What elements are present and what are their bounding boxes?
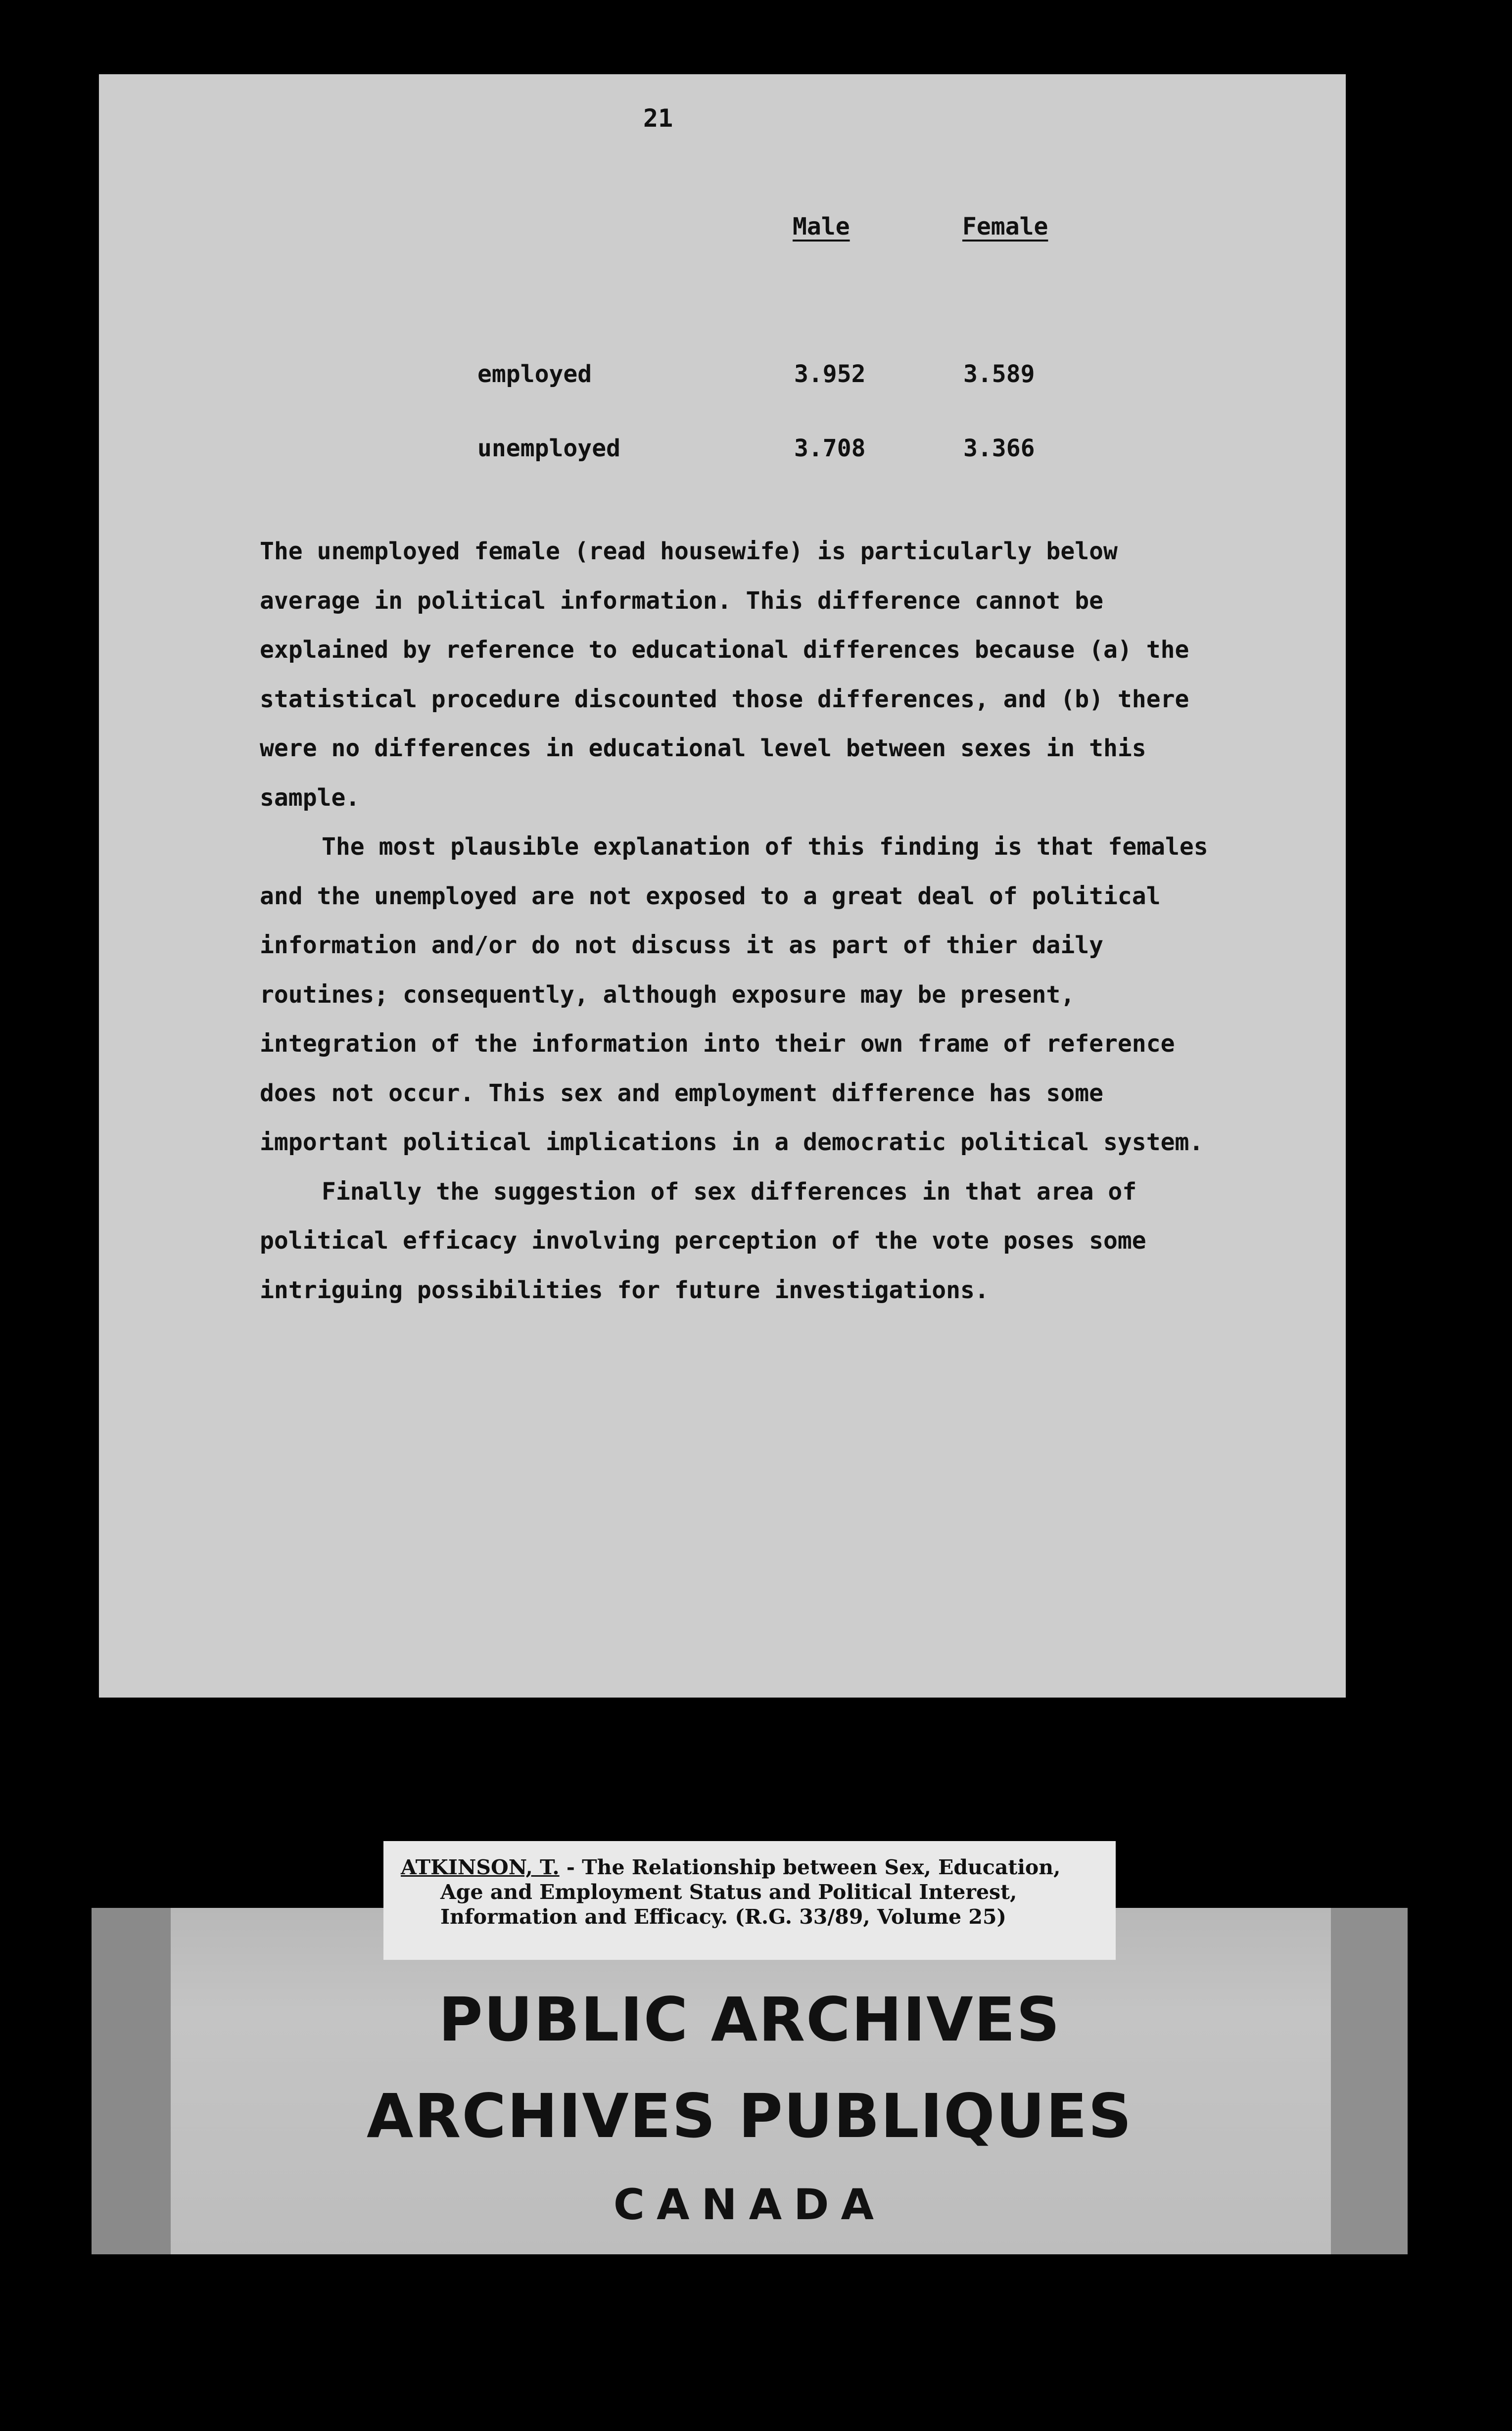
archive-caption-label bbox=[383, 1841, 1116, 1960]
caption-line-1 bbox=[401, 1855, 1096, 1880]
archive-title-french: ARCHIVES PUBLIQUES bbox=[366, 2081, 1133, 2151]
table-cell-unemployed-male: 3.708 bbox=[794, 435, 866, 462]
page-number: 21 bbox=[643, 104, 673, 133]
archive-title-english: PUBLIC ARCHIVES bbox=[438, 1985, 1061, 2055]
caption-line-2: Age and Employment Status and Political Interest, bbox=[440, 1880, 1017, 1904]
caption-line-3: Information and Efficacy. (R.G. 33/89, Volume 25) bbox=[440, 1905, 1006, 1929]
table-cell-employed-male: 3.952 bbox=[794, 360, 866, 388]
table-row-label-employed: employed bbox=[477, 360, 592, 388]
archive-country: CANADA bbox=[613, 2180, 886, 2230]
table-cell-unemployed-female: 3.366 bbox=[963, 435, 1035, 462]
caption-author: ATKINSON, T. bbox=[401, 1855, 560, 1879]
paragraph-3: Finally the suggestion of sex differences in that area of political efficacy involving perception of the vote poses some intriguing possibilities for future investigations. bbox=[260, 1177, 1146, 1304]
paragraph-2: The most plausible explanation of this finding is that females and the unemployed are not exposed to a great deal of political information and/or do not discuss it as part of thier daily routines; consequently, although exposure may be present, integration of the information into their own frame of reference does not occur. This sex and employment difference has some important political implications in a democratic political system. bbox=[260, 833, 1208, 1156]
table-header-male: Male bbox=[793, 213, 850, 241]
paragraph-1: The unemployed female (read housewife) is particularly below average in political information. This difference cannot be explained by reference to educational differences because (a) the statistical procedure discounted those differences, and (b) there were no differences in educational level between sexes in this sample. bbox=[260, 537, 1189, 812]
table-row-label-unemployed: unemployed bbox=[477, 435, 620, 462]
body-text bbox=[260, 527, 1220, 1315]
table-header-female: Female bbox=[962, 213, 1048, 241]
table-cell-employed-female: 3.589 bbox=[963, 360, 1035, 388]
caption-title-start: - The Relationship between Sex, Education, bbox=[559, 1855, 1061, 1879]
